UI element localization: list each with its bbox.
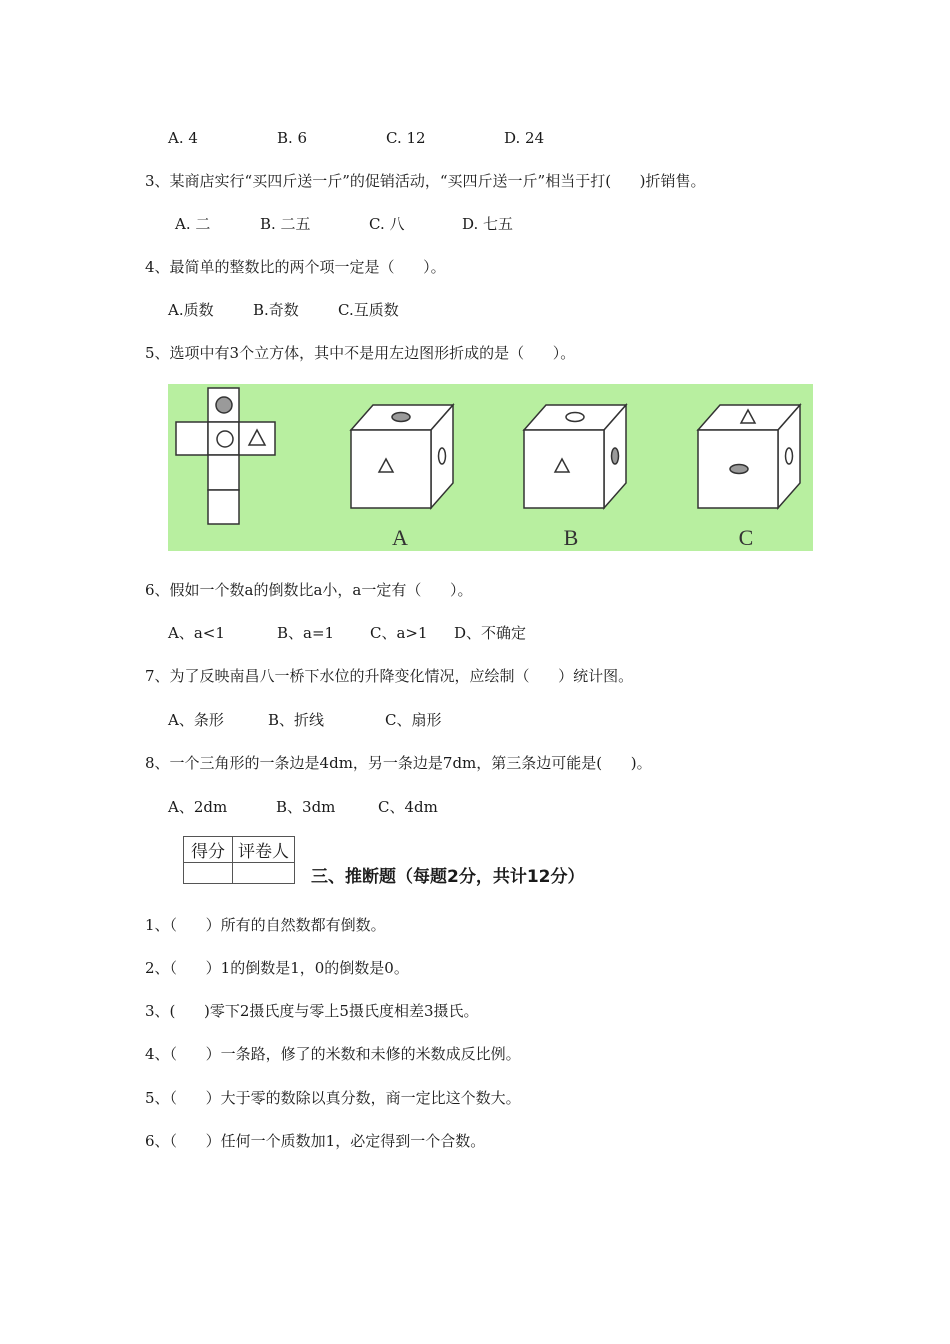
cube-figure	[168, 384, 813, 551]
judge-item-4: 4、（ ）一条路，修了的米数和未修的米数成反比例。	[145, 1045, 521, 1063]
q4-option-a: A.质数	[168, 301, 214, 319]
q8-option-a: A、2dm	[168, 798, 228, 816]
q3-option-b: B. 二五	[260, 215, 311, 233]
q4-option-c: C.互质数	[338, 301, 399, 319]
q2-option-d: D. 24	[504, 129, 545, 147]
q7-option-b: B、折线	[268, 711, 325, 729]
q7-option-a: A、条形	[168, 711, 224, 729]
cube-a-label: A	[392, 525, 408, 550]
judge-item-3: 3、( )零下2摄氏度与零上5摄氏度相差3摄氏。	[145, 1002, 479, 1020]
cube-b	[524, 405, 626, 508]
q3-option-d: D. 七五	[462, 215, 514, 233]
q5-text: 5、选项中有3个立方体，其中不是用左边图形折成的是（ ）。	[145, 344, 576, 362]
q3-options	[175, 214, 513, 234]
q4-text: 4、最简单的整数比的两个项一定是（ ）。	[145, 258, 446, 276]
q6-option-b: B、a=1	[277, 624, 335, 642]
q6-options	[168, 623, 526, 643]
cube-net	[176, 388, 275, 524]
cube-figure-svg	[168, 384, 813, 551]
cube-b-label: B	[563, 525, 579, 550]
score-table	[183, 836, 295, 884]
q8-option-c: C、4dm	[378, 798, 438, 816]
q7-option-c: C、扇形	[385, 711, 442, 729]
q8-option-b: B、3dm	[276, 798, 336, 816]
q6-text: 6、假如一个数a的倒数比a小，a一定有（ ）。	[145, 581, 473, 599]
q2-option-c: C. 12	[386, 129, 426, 147]
q3-option-c: C. 八	[369, 215, 405, 233]
q6-option-c: C、a>1	[370, 624, 428, 642]
grader-cell[interactable]	[233, 863, 295, 884]
judge-item-6: 6、（ ）任何一个质数加1，必定得到一个合数。	[145, 1132, 486, 1150]
q3-text: 3、某商店实行“买四斤送一斤”的促销活动，“买四斤送一斤”相当于打( )折销售。	[145, 172, 706, 190]
cube-c	[698, 405, 800, 508]
q6-option-d: D、不确定	[454, 624, 527, 642]
score-cell[interactable]	[184, 863, 233, 884]
judge-item-5: 5、（ ）大于零的数除以真分数，商一定比这个数大。	[145, 1089, 521, 1107]
q7-text: 7、为了反映南昌八一桥下水位的升降变化情况，应绘制（ ）统计图。	[145, 667, 634, 685]
cube-c-label: C	[738, 525, 754, 550]
q8-text: 8、一个三角形的一条边是4dm，另一条边是7dm，第三条边可能是( )。	[145, 754, 652, 772]
q3-option-a: A. 二	[175, 215, 211, 233]
judge-item-1: 1、（ ）所有的自然数都有倒数。	[145, 916, 386, 934]
cube-a	[351, 405, 453, 508]
q6-option-a: A、a<1	[168, 624, 225, 642]
q7-options	[168, 710, 441, 730]
section-3-title: 三、推断题（每题2分，共计12分）	[311, 867, 585, 887]
q2-option-b: B. 6	[277, 129, 308, 147]
score-header: 得分	[184, 837, 233, 863]
q8-options	[168, 797, 438, 817]
judge-item-2: 2、（ ）1的倒数是1，0的倒数是0。	[145, 959, 409, 977]
q2-option-a: A. 4	[168, 129, 198, 147]
q4-options	[168, 300, 399, 320]
q4-option-b: B.奇数	[253, 301, 299, 319]
grader-header: 评卷人	[233, 837, 295, 863]
q2-options	[168, 128, 544, 148]
